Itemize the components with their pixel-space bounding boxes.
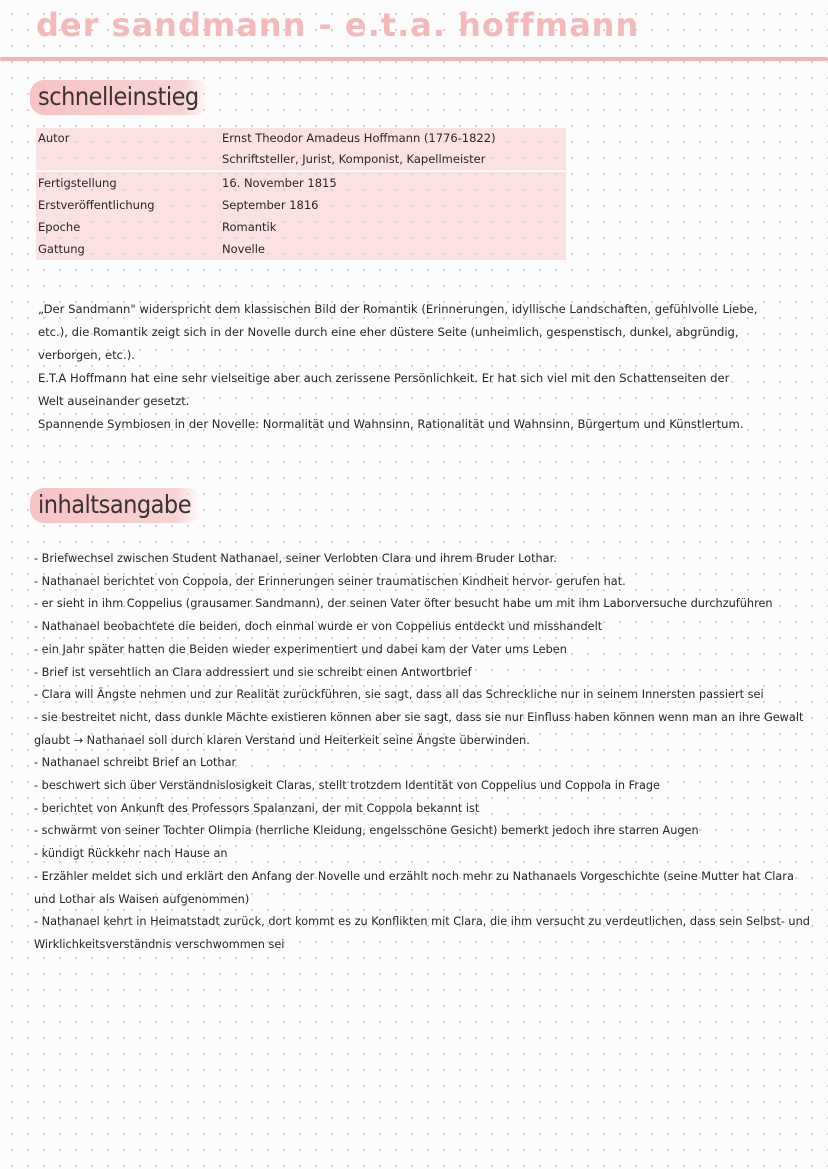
fact-value: September 1816 [220,194,566,216]
title-underline [0,57,828,61]
fact-value: Novelle [220,238,566,260]
summary-item: - berichtet von Ankunft des Professors Spalanzani, der mit Coppola bekannt ist [34,801,480,815]
summary-item: - Briefwechsel zwischen Student Nathanael, seiner Verlobten Clara und ihrem Bruder Lothar. [34,552,557,565]
fact-value-line: Ernst Theodor Amadeus Hoffmann (1776-1822) [222,131,496,145]
intro-paragraph: E.T.A Hoffmann hat eine sehr vielseitige aber auch zerissene Persönlichkeit. Er hat sich viel mit den Schattenseiten der Welt auseinander gesetzt. [38,371,730,408]
summary-item: - Nathanael schreibt Brief an Lothar [34,756,237,770]
fact-row-epoch [36,216,566,238]
summary-item: - Brief ist versehtlich an Clara addressiert und sie schreibt einen Antwortbrief [34,665,472,679]
facts-table [36,128,566,260]
fact-row-author [36,128,566,170]
fact-row-genre [36,238,566,260]
summary-item: - Erzähler meldet sich und erklärt den Anfang der Novelle und erzählt noch mehr zu Nathanaels Vorgeschichte (seine Mutter hat Clara und Lothar als Waisen aufgenommen) [34,869,794,906]
fact-row-first-publication [36,194,566,216]
intro-paragraph: Spannende Symbiosen in der Novelle: Normalität und Wahnsinn, Rationalität und Wahnsinn, Bürgertum und Künstlertum. [38,417,744,431]
intro-paragraph: „Der Sandmann" widerspricht dem klassischen Bild der Romantik (Erinnerungen, idyllische Landschaften, gefühlvolle Liebe, etc.), die Romantik zeigt sich in der Novelle durch eine eher düstere Seite (unheimlich, gespenstisch, dunkel, abgründig, verborgen, etc.). [38,302,758,362]
fact-label: Autor [36,128,220,170]
intro-text [38,298,758,436]
summary-item: - ein Jahr später hatten die Beiden wieder experimentiert und dabei kam der Vater ums Leben [34,642,567,656]
fact-value [220,128,566,170]
summary-item: - beschwert sich über Verständnislosigkeit Claras, stellt trotzdem Identität von Coppelius und Coppola in Frage [34,779,661,793]
summary-item: - Nathanael kehrt in Heimatstadt zurück, dort kommt es zu Konflikten mit Clara, die ihm versucht zu verdeutlichen, dass sein Selbst- und Wirklichkeitsverständnis verschwommen sei [34,915,810,951]
fact-value: 16. November 1815 [220,172,566,194]
fact-value-line: Schriftsteller, Jurist, Komponist, Kapellmeister [222,152,486,166]
summary-item: - kündigt Rückkehr nach Hause an [34,847,228,861]
summary-item: - schwärmt von seiner Tochter Olimpia (herrliche Kleidung, engelsschöne Gesicht) bemerkt jedoch ihre starren Augen [34,824,699,838]
page-title: der sandmann - e.t.a. hoffmann [36,6,640,44]
fact-label: Gattung [36,238,220,260]
fact-label: Fertigstellung [36,172,220,194]
summary-item: - sie bestreitet nicht, dass dunkle Mächte existieren können aber sie sagt, dass sie nur Einfluss haben können wenn man an ihre Gewalt glaubt → Nathanael soll durch klaren Verstand und Heiterkeit seine Ängste überwinden. [34,710,804,747]
summary-item: - Nathanael berichtet von Coppola, der Erinnerungen seiner traumatischen Kindheit hervor- gerufen hat. [34,574,626,588]
summary-item: - Clara will Ängste nehmen und zur Realität zurückführen, sie sagt, dass all das Schreckliche nur in seinem Innersten passiert sei [34,688,764,702]
section-heading-quick-start: schnelleinstieg [30,80,209,115]
summary-list [34,548,814,957]
fact-label: Erstveröffentlichung [36,194,220,216]
fact-label: Epoche [36,216,220,238]
summary-item: - Nathanael beobachtete die beiden, doch einmal wurde er von Coppelius entdeckt und misshandelt [34,620,603,634]
summary-item: - er sieht in ihm Coppelius (grausamer Sandmann), der seinen Vater öfter besucht habe um mit ihm Laborversuche durchzuführen [34,597,773,611]
fact-value: Romantik [220,216,566,238]
section-heading-summary: inhaltsangabe [30,488,201,523]
fact-row-completion [36,172,566,194]
